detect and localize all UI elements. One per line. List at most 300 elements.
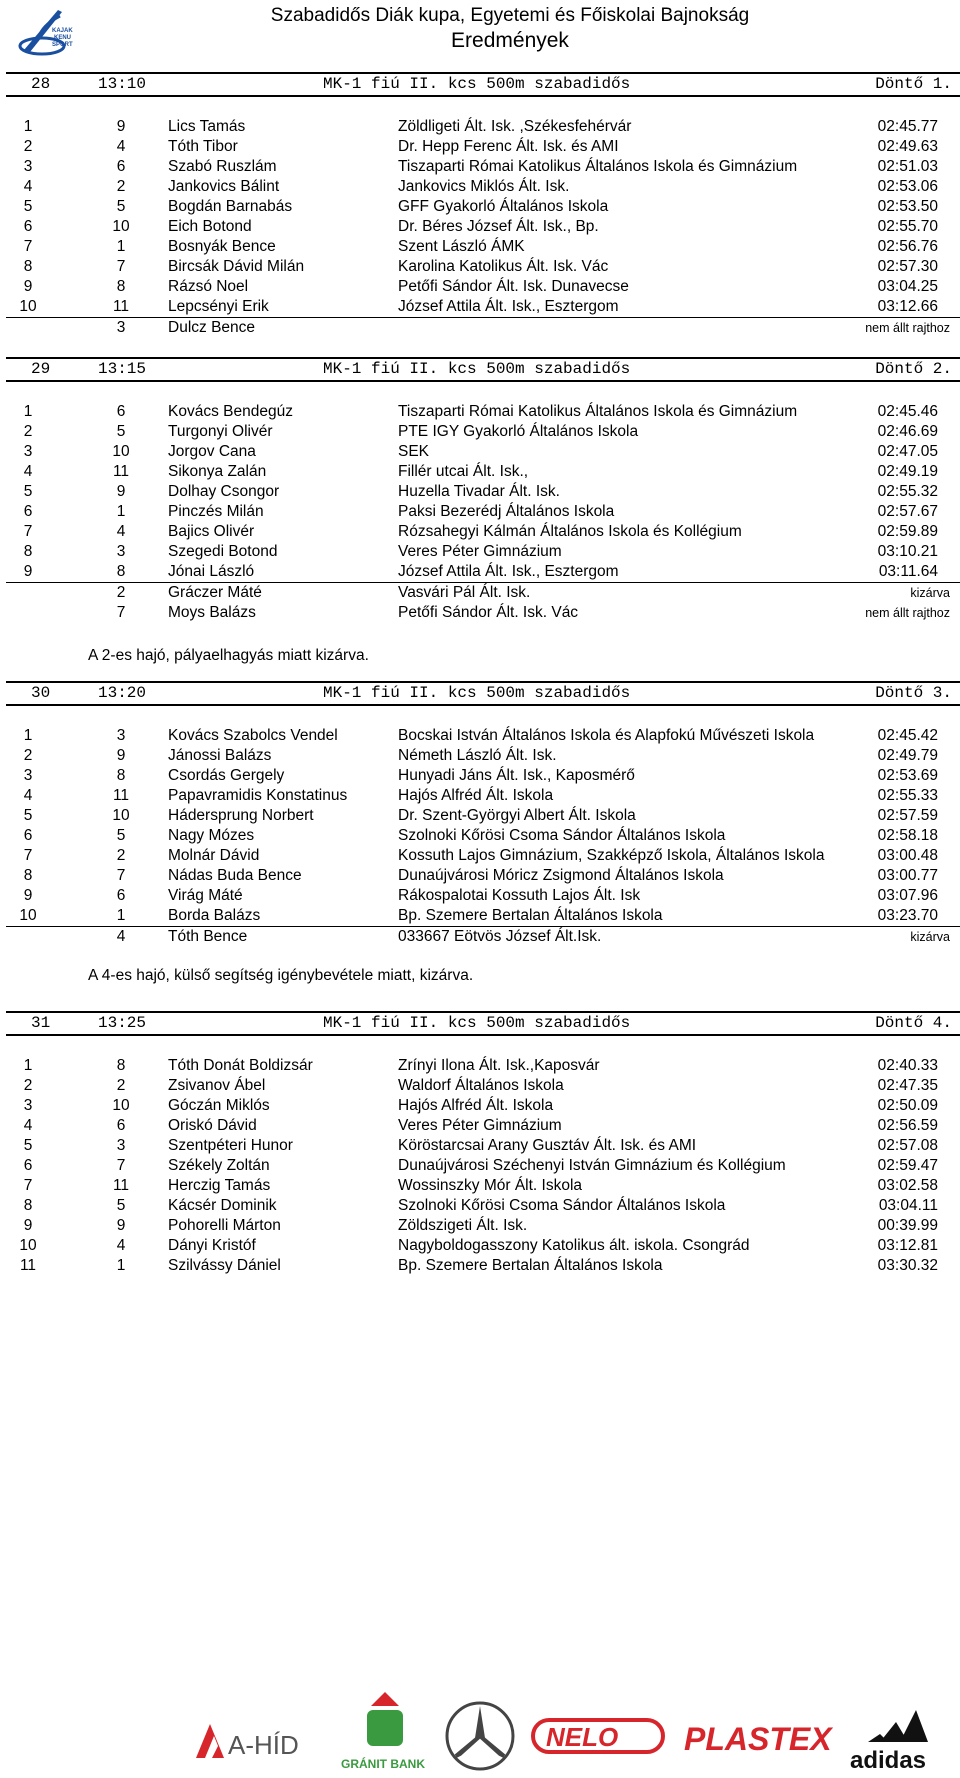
place-cell: 7 bbox=[23, 847, 33, 864]
place-cell: 7 bbox=[23, 238, 33, 255]
name-cell: Jónai László bbox=[168, 563, 255, 580]
a-hid-logo bbox=[196, 1724, 299, 1760]
race-title: MK-1 fiú II. kcs 500m szabadidős bbox=[323, 360, 631, 378]
lane-cell: 8 bbox=[116, 767, 126, 784]
place-cell: 5 bbox=[23, 1137, 33, 1154]
lane-cell: 6 bbox=[116, 887, 126, 904]
table-row bbox=[6, 1096, 960, 1116]
table-row bbox=[6, 522, 960, 542]
result-cell: 02:50.09 bbox=[877, 1097, 938, 1114]
lane-cell: 5 bbox=[116, 827, 126, 844]
race-section bbox=[6, 681, 960, 947]
name-cell: Moys Balázs bbox=[168, 604, 256, 621]
lane-cell: 11 bbox=[112, 1177, 130, 1194]
lane-cell: 1 bbox=[116, 238, 126, 255]
school-cell: Zöldszigeti Ált. Isk. bbox=[398, 1217, 528, 1234]
svg-text:KAJAK: KAJAK bbox=[52, 28, 73, 34]
place-cell: 2 bbox=[23, 138, 33, 155]
race-time: 13:20 bbox=[98, 684, 147, 702]
school-cell: Németh László Ált. Isk. bbox=[398, 747, 557, 764]
name-cell: Lepcsényi Erik bbox=[168, 298, 269, 315]
table-row bbox=[6, 826, 960, 846]
name-cell: Dányi Kristóf bbox=[168, 1237, 256, 1254]
plastex-text: PLASTEX bbox=[684, 1721, 832, 1757]
result-cell: 02:55.70 bbox=[877, 218, 938, 235]
school-cell: Zrínyi Ilona Ált. Isk.,Kaposvár bbox=[398, 1057, 600, 1074]
lane-cell: 10 bbox=[112, 443, 130, 460]
lane-cell: 1 bbox=[116, 907, 126, 924]
school-cell: Huzella Tivadar Ált. Isk. bbox=[398, 483, 560, 500]
name-cell: Dulcz Bence bbox=[168, 319, 256, 336]
name-cell: Virág Máté bbox=[168, 887, 243, 904]
school-cell: PTE IGY Gyakorló Általános Iskola bbox=[398, 423, 639, 440]
name-cell: Herczig Tamás bbox=[168, 1177, 271, 1194]
table-row bbox=[6, 318, 960, 338]
lane-cell: 3 bbox=[116, 319, 126, 336]
name-cell: Kovács Szabolcs Vendel bbox=[168, 727, 338, 744]
table-row bbox=[6, 1156, 960, 1176]
place-cell: 3 bbox=[23, 767, 33, 784]
table-row bbox=[6, 886, 960, 906]
school-cell: Bocskai István Általános Iskola és Alapfokú Művészeti Iskola bbox=[398, 727, 815, 744]
lane-cell: 3 bbox=[116, 543, 126, 560]
result-cell: 03:00.48 bbox=[877, 847, 938, 864]
lane-cell: 8 bbox=[116, 563, 126, 580]
lane-cell: 4 bbox=[116, 523, 126, 540]
result-cell: 02:57.30 bbox=[877, 258, 938, 275]
school-cell: Veres Péter Gimnázium bbox=[398, 543, 562, 560]
name-cell: Jankovics Bálint bbox=[168, 178, 280, 195]
race-section bbox=[6, 357, 960, 623]
race-final: Döntő 2. bbox=[875, 360, 952, 378]
result-cell: 03:10.21 bbox=[877, 543, 938, 560]
race-title: MK-1 fiú II. kcs 500m szabadidős bbox=[323, 684, 631, 702]
name-cell: Bogdán Barnabás bbox=[168, 198, 293, 215]
school-cell: Hajós Alfréd Ált. Iskola bbox=[398, 1097, 554, 1114]
lane-cell: 11 bbox=[112, 298, 130, 315]
school-cell: Veres Péter Gimnázium bbox=[398, 1117, 562, 1134]
race-header bbox=[6, 72, 960, 97]
table-row bbox=[6, 1196, 960, 1216]
place-cell: 1 bbox=[23, 403, 33, 420]
name-cell: Szabó Ruszlám bbox=[168, 158, 277, 175]
plastex-logo bbox=[684, 1721, 833, 1757]
table-row bbox=[6, 1256, 960, 1276]
race-number: 30 bbox=[31, 684, 51, 702]
table-row bbox=[6, 1116, 960, 1136]
results-table bbox=[6, 117, 960, 338]
name-cell: Szilvássy Dániel bbox=[168, 1257, 281, 1274]
table-row bbox=[6, 786, 960, 806]
school-cell: Jankovics Miklós Ált. Isk. bbox=[398, 178, 570, 195]
name-cell: Tóth Bence bbox=[168, 928, 248, 945]
race-number: 28 bbox=[31, 75, 51, 93]
race-header bbox=[6, 357, 960, 382]
lane-cell: 6 bbox=[116, 158, 126, 175]
status-cell: nem állt rajthoz bbox=[865, 606, 950, 620]
lane-cell: 10 bbox=[112, 1097, 130, 1114]
lane-cell: 2 bbox=[116, 1077, 126, 1094]
place-cell: 8 bbox=[23, 258, 33, 275]
race-time: 13:10 bbox=[98, 75, 147, 93]
school-cell: Rózsahegyi Kálmán Általános Iskola és Kollégium bbox=[398, 523, 742, 540]
race-note: A 2-es hajó, pályaelhagyás miatt kizárva. bbox=[88, 647, 369, 664]
name-cell: Tóth Donát Boldizsár bbox=[168, 1057, 313, 1074]
table-row bbox=[6, 197, 960, 217]
lane-cell: 4 bbox=[116, 928, 126, 945]
school-cell: Köröstarcsai Arany Gusztáv Ált. Isk. és AMI bbox=[398, 1137, 697, 1154]
result-cell: 03:07.96 bbox=[877, 887, 938, 904]
school-cell: Paksi Bezerédj Általános Iskola bbox=[398, 503, 615, 520]
table-row bbox=[6, 1056, 960, 1076]
race-title: MK-1 fiú II. kcs 500m szabadidős bbox=[323, 1014, 631, 1032]
school-cell: Hajós Alfréd Ált. Iskola bbox=[398, 787, 554, 804]
result-cell: 02:53.50 bbox=[877, 198, 938, 215]
school-cell: Nagyboldogasszony Katolikus ált. iskola. Csongrád bbox=[398, 1237, 750, 1254]
result-cell: 02:45.46 bbox=[877, 403, 938, 420]
lane-cell: 8 bbox=[116, 1057, 126, 1074]
name-cell: Lics Tamás bbox=[168, 118, 246, 135]
nelo-logo bbox=[533, 1720, 663, 1752]
table-row bbox=[6, 482, 960, 502]
place-cell: 10 bbox=[19, 298, 37, 315]
place-cell: 8 bbox=[23, 867, 33, 884]
result-cell: 03:12.66 bbox=[877, 298, 938, 315]
result-cell: 02:56.59 bbox=[877, 1117, 938, 1134]
status-cell: kizárva bbox=[910, 586, 950, 600]
result-cell: 03:30.32 bbox=[877, 1257, 938, 1274]
place-cell: 6 bbox=[23, 503, 33, 520]
table-row bbox=[6, 157, 960, 177]
race-number: 29 bbox=[31, 360, 51, 378]
school-cell: Szolnoki Kőrösi Csoma Sándor Általános Iskola bbox=[398, 1197, 726, 1214]
place-cell: 6 bbox=[23, 218, 33, 235]
lane-cell: 9 bbox=[116, 118, 126, 135]
place-cell: 9 bbox=[23, 1217, 33, 1234]
table-row bbox=[6, 277, 960, 297]
adidas-logo bbox=[850, 1710, 928, 1774]
race-section bbox=[6, 1011, 960, 1276]
race-final: Döntő 1. bbox=[875, 75, 952, 93]
school-cell: SEK bbox=[398, 443, 430, 460]
place-cell: 2 bbox=[23, 423, 33, 440]
place-cell: 3 bbox=[23, 1097, 33, 1114]
result-cell: 02:58.18 bbox=[877, 827, 938, 844]
school-cell: Petőfi Sándor Ált. Isk. Vác bbox=[398, 604, 579, 621]
table-row bbox=[6, 603, 960, 623]
place-cell: 7 bbox=[23, 523, 33, 540]
school-cell: Bp. Szemere Bertalan Általános Iskola bbox=[398, 1257, 663, 1274]
name-cell: Kovács Bendegúz bbox=[168, 403, 293, 420]
result-cell: 02:53.06 bbox=[877, 178, 938, 195]
school-cell: GFF Gyakorló Általános Iskola bbox=[398, 198, 609, 215]
school-cell: Vasvári Pál Ált. Isk. bbox=[398, 584, 531, 601]
name-cell: Bajics Olivér bbox=[168, 523, 255, 540]
name-cell: Kácsér Dominik bbox=[168, 1197, 277, 1214]
table-row bbox=[6, 726, 960, 746]
school-cell: Petőfi Sándor Ált. Isk. Dunavecse bbox=[398, 278, 629, 295]
table-row bbox=[6, 117, 960, 137]
race-final: Döntő 4. bbox=[875, 1014, 952, 1032]
granit-bank-logo bbox=[341, 1692, 425, 1771]
table-row bbox=[6, 422, 960, 442]
table-row bbox=[6, 583, 960, 603]
place-cell: 4 bbox=[23, 787, 33, 804]
race-number: 31 bbox=[31, 1014, 51, 1032]
result-cell: 02:59.89 bbox=[877, 523, 938, 540]
name-cell: Molnár Dávid bbox=[168, 847, 260, 864]
school-cell: Fillér utcai Ált. Isk., bbox=[398, 463, 529, 480]
lane-cell: 9 bbox=[116, 747, 126, 764]
result-cell: 02:49.19 bbox=[877, 463, 938, 480]
place-cell: 1 bbox=[23, 1057, 33, 1074]
school-cell: Rákospalotai Kossuth Lajos Ált. Isk bbox=[398, 887, 641, 904]
result-cell: 03:11.64 bbox=[878, 563, 938, 580]
table-row bbox=[6, 257, 960, 277]
name-cell: Bircsák Dávid Milán bbox=[168, 258, 305, 275]
place-cell: 2 bbox=[23, 747, 33, 764]
nelo-text: NELO bbox=[546, 1722, 619, 1752]
lane-cell: 1 bbox=[116, 503, 126, 520]
table-row bbox=[6, 1176, 960, 1196]
table-row bbox=[6, 1076, 960, 1096]
school-cell: Dr. Szent-Györgyi Albert Ált. Iskola bbox=[398, 807, 636, 824]
school-cell: Tiszaparti Római Katolikus Általános Iskola és Gimnázium bbox=[398, 403, 798, 420]
place-cell: 7 bbox=[23, 1177, 33, 1194]
lane-cell: 6 bbox=[116, 403, 126, 420]
name-cell: Papavramidis Konstatinus bbox=[168, 787, 348, 804]
a-hid-text: A-HÍD bbox=[228, 1730, 299, 1760]
name-cell: Tóth Tibor bbox=[168, 138, 238, 155]
name-cell: Sikonya Zalán bbox=[168, 463, 267, 480]
race-header bbox=[6, 681, 960, 706]
status-cell: nem állt rajthoz bbox=[865, 321, 950, 335]
name-cell: Zsivanov Ábel bbox=[168, 1077, 266, 1094]
place-cell: 3 bbox=[23, 443, 33, 460]
table-row bbox=[6, 906, 960, 927]
school-cell: Waldorf Általános Iskola bbox=[398, 1077, 564, 1094]
result-cell: 02:45.42 bbox=[877, 727, 938, 744]
lane-cell: 7 bbox=[116, 1157, 126, 1174]
lane-cell: 10 bbox=[112, 807, 130, 824]
name-cell: Rázsó Noel bbox=[168, 278, 249, 295]
table-row bbox=[6, 237, 960, 257]
table-row bbox=[6, 746, 960, 766]
result-cell: 02:45.77 bbox=[877, 118, 938, 135]
table-row bbox=[6, 177, 960, 197]
result-cell: 02:56.76 bbox=[877, 238, 938, 255]
table-row bbox=[6, 846, 960, 866]
race-time: 13:25 bbox=[98, 1014, 147, 1032]
race-time: 13:15 bbox=[98, 360, 147, 378]
race-final: Döntő 3. bbox=[875, 684, 952, 702]
school-cell: Kossuth Lajos Gimnázium, Szakképző Iskola, Általános Iskola bbox=[398, 847, 825, 864]
page-title: Szabadidős Diák kupa, Egyetemi és Főiskolai Bajnokság bbox=[270, 5, 750, 26]
place-cell: 8 bbox=[23, 543, 33, 560]
lane-cell: 5 bbox=[116, 1197, 126, 1214]
results-table bbox=[6, 402, 960, 623]
school-cell: József Attila Ált. Isk., Esztergom bbox=[398, 298, 619, 315]
school-cell: Tiszaparti Római Katolikus Általános Iskola és Gimnázium bbox=[398, 158, 798, 175]
name-cell: Székely Zoltán bbox=[168, 1157, 270, 1174]
result-cell: 03:00.77 bbox=[877, 867, 938, 884]
status-cell: kizárva bbox=[910, 930, 950, 944]
lane-cell: 2 bbox=[116, 178, 126, 195]
name-cell: Nagy Mózes bbox=[168, 827, 255, 844]
lane-cell: 9 bbox=[116, 483, 126, 500]
name-cell: Gráczer Máté bbox=[168, 584, 262, 601]
lane-cell: 3 bbox=[116, 727, 126, 744]
race-title: MK-1 fiú II. kcs 500m szabadidős bbox=[323, 75, 631, 93]
school-cell: Szent László ÁMK bbox=[398, 238, 525, 255]
lane-cell: 8 bbox=[116, 278, 126, 295]
place-cell: 5 bbox=[23, 807, 33, 824]
result-cell: 02:47.35 bbox=[877, 1077, 938, 1094]
result-cell: 02:49.79 bbox=[877, 747, 938, 764]
result-cell: 02:57.59 bbox=[877, 807, 938, 824]
result-cell: 00:39.99 bbox=[877, 1217, 938, 1234]
place-cell: 6 bbox=[23, 1157, 33, 1174]
lane-cell: 7 bbox=[116, 867, 126, 884]
table-row bbox=[6, 217, 960, 237]
place-cell: 9 bbox=[23, 563, 33, 580]
place-cell: 4 bbox=[23, 178, 33, 195]
name-cell: Jorgov Cana bbox=[168, 443, 256, 460]
lane-cell: 11 bbox=[112, 463, 130, 480]
lane-cell: 4 bbox=[116, 1237, 126, 1254]
adidas-text: adidas bbox=[850, 1747, 927, 1774]
school-cell: Hunyadi Jáns Ált. Isk., Kaposmérő bbox=[398, 767, 635, 784]
page-subtitle: Eredmények bbox=[451, 29, 569, 52]
name-cell: Pinczés Milán bbox=[168, 503, 264, 520]
school-cell: Dunaújvárosi Móricz Zsigmond Általános Iskola bbox=[398, 867, 724, 884]
table-row bbox=[6, 562, 960, 583]
lane-cell: 5 bbox=[116, 423, 126, 440]
result-cell: 03:02.58 bbox=[877, 1177, 938, 1194]
table-row bbox=[6, 927, 960, 947]
lane-cell: 3 bbox=[116, 1137, 126, 1154]
lane-cell: 7 bbox=[116, 604, 126, 621]
table-row bbox=[6, 1136, 960, 1156]
lane-cell: 1 bbox=[116, 1257, 126, 1274]
table-row bbox=[6, 866, 960, 886]
school-cell: Dunaújvárosi Széchenyi István Gimnázium és Kollégium bbox=[398, 1157, 786, 1174]
result-cell: 03:04.25 bbox=[877, 278, 938, 295]
lane-cell: 7 bbox=[116, 258, 126, 275]
school-cell: Zöldligeti Ált. Isk. ,Székesfehérvár bbox=[398, 118, 632, 135]
school-cell: József Attila Ált. Isk., Esztergom bbox=[398, 563, 619, 580]
page-header bbox=[0, 4, 960, 54]
lane-cell: 6 bbox=[116, 1117, 126, 1134]
school-cell: Dr. Hepp Ferenc Ált. Isk. és AMI bbox=[398, 138, 619, 155]
school-cell: Szolnoki Kőrösi Csoma Sándor Általános Iskola bbox=[398, 827, 726, 844]
result-cell: 02:53.69 bbox=[877, 767, 938, 784]
result-cell: 02:46.69 bbox=[877, 423, 938, 440]
school-cell: Karolina Katolikus Ált. Isk. Vác bbox=[398, 258, 609, 275]
table-row bbox=[6, 766, 960, 786]
lane-cell: 11 bbox=[112, 787, 130, 804]
place-cell: 4 bbox=[23, 1117, 33, 1134]
place-cell: 2 bbox=[23, 1077, 33, 1094]
place-cell: 5 bbox=[23, 483, 33, 500]
result-cell: 03:23.70 bbox=[877, 907, 938, 924]
place-cell: 4 bbox=[23, 463, 33, 480]
table-row bbox=[6, 402, 960, 422]
table-row bbox=[6, 1236, 960, 1256]
result-cell: 02:49.63 bbox=[877, 138, 938, 155]
results-table bbox=[6, 1056, 960, 1276]
school-cell: 033667 Eötvös József Ált.Isk. bbox=[398, 928, 602, 945]
lane-cell: 5 bbox=[116, 198, 126, 215]
name-cell: Szegedi Botond bbox=[168, 543, 278, 560]
result-cell: 02:57.08 bbox=[877, 1137, 938, 1154]
lane-cell: 10 bbox=[112, 218, 130, 235]
name-cell: Csordás Gergely bbox=[168, 767, 285, 784]
svg-text:KENU: KENU bbox=[54, 35, 72, 41]
table-row bbox=[6, 442, 960, 462]
place-cell: 10 bbox=[19, 907, 37, 924]
result-cell: 02:51.03 bbox=[877, 158, 938, 175]
place-cell: 6 bbox=[23, 827, 33, 844]
school-cell: Dr. Béres József Ált. Isk., Bp. bbox=[398, 218, 599, 235]
name-cell: Nádas Buda Bence bbox=[168, 867, 302, 884]
school-cell: Wossinszky Mór Ált. Iskola bbox=[398, 1177, 583, 1194]
sponsor-logos bbox=[0, 1688, 960, 1776]
table-row bbox=[6, 462, 960, 482]
lane-cell: 4 bbox=[116, 138, 126, 155]
mercedes-logo bbox=[447, 1703, 513, 1769]
place-cell: 1 bbox=[23, 118, 33, 135]
name-cell: Turgonyi Olivér bbox=[168, 423, 273, 440]
name-cell: Bosnyák Bence bbox=[168, 238, 276, 255]
name-cell: Góczán Miklós bbox=[168, 1097, 270, 1114]
place-cell: 3 bbox=[23, 158, 33, 175]
lane-cell: 2 bbox=[116, 584, 126, 601]
lane-cell: 2 bbox=[116, 847, 126, 864]
result-cell: 02:40.33 bbox=[877, 1057, 938, 1074]
lane-cell: 9 bbox=[116, 1217, 126, 1234]
result-cell: 03:12.81 bbox=[877, 1237, 938, 1254]
result-cell: 03:04.11 bbox=[878, 1197, 938, 1214]
place-cell: 11 bbox=[19, 1257, 37, 1274]
name-cell: Jánossi Balázs bbox=[168, 747, 272, 764]
place-cell: 8 bbox=[23, 1197, 33, 1214]
name-cell: Oriskó Dávid bbox=[168, 1117, 257, 1134]
result-cell: 02:55.32 bbox=[877, 483, 938, 500]
table-row bbox=[6, 1216, 960, 1236]
race-section bbox=[6, 72, 960, 338]
name-cell: Borda Balázs bbox=[168, 907, 261, 924]
table-row bbox=[6, 137, 960, 157]
name-cell: Dolhay Csongor bbox=[168, 483, 280, 500]
place-cell: 5 bbox=[23, 198, 33, 215]
school-cell: Bp. Szemere Bertalan Általános Iskola bbox=[398, 907, 663, 924]
granit-bank-text: GRÁNIT BANK bbox=[341, 1757, 425, 1771]
table-row bbox=[6, 502, 960, 522]
result-cell: 02:59.47 bbox=[877, 1157, 938, 1174]
name-cell: Eich Botond bbox=[168, 218, 252, 235]
name-cell: Szentpéteri Hunor bbox=[168, 1137, 293, 1154]
name-cell: Pohorelli Márton bbox=[168, 1217, 281, 1234]
table-row bbox=[6, 297, 960, 318]
race-header bbox=[6, 1011, 960, 1036]
place-cell: 1 bbox=[23, 727, 33, 744]
svg-text:SPORT: SPORT bbox=[52, 42, 73, 48]
results-table bbox=[6, 726, 960, 947]
result-cell: 02:55.33 bbox=[877, 787, 938, 804]
place-cell: 10 bbox=[19, 1237, 37, 1254]
place-cell: 9 bbox=[23, 887, 33, 904]
